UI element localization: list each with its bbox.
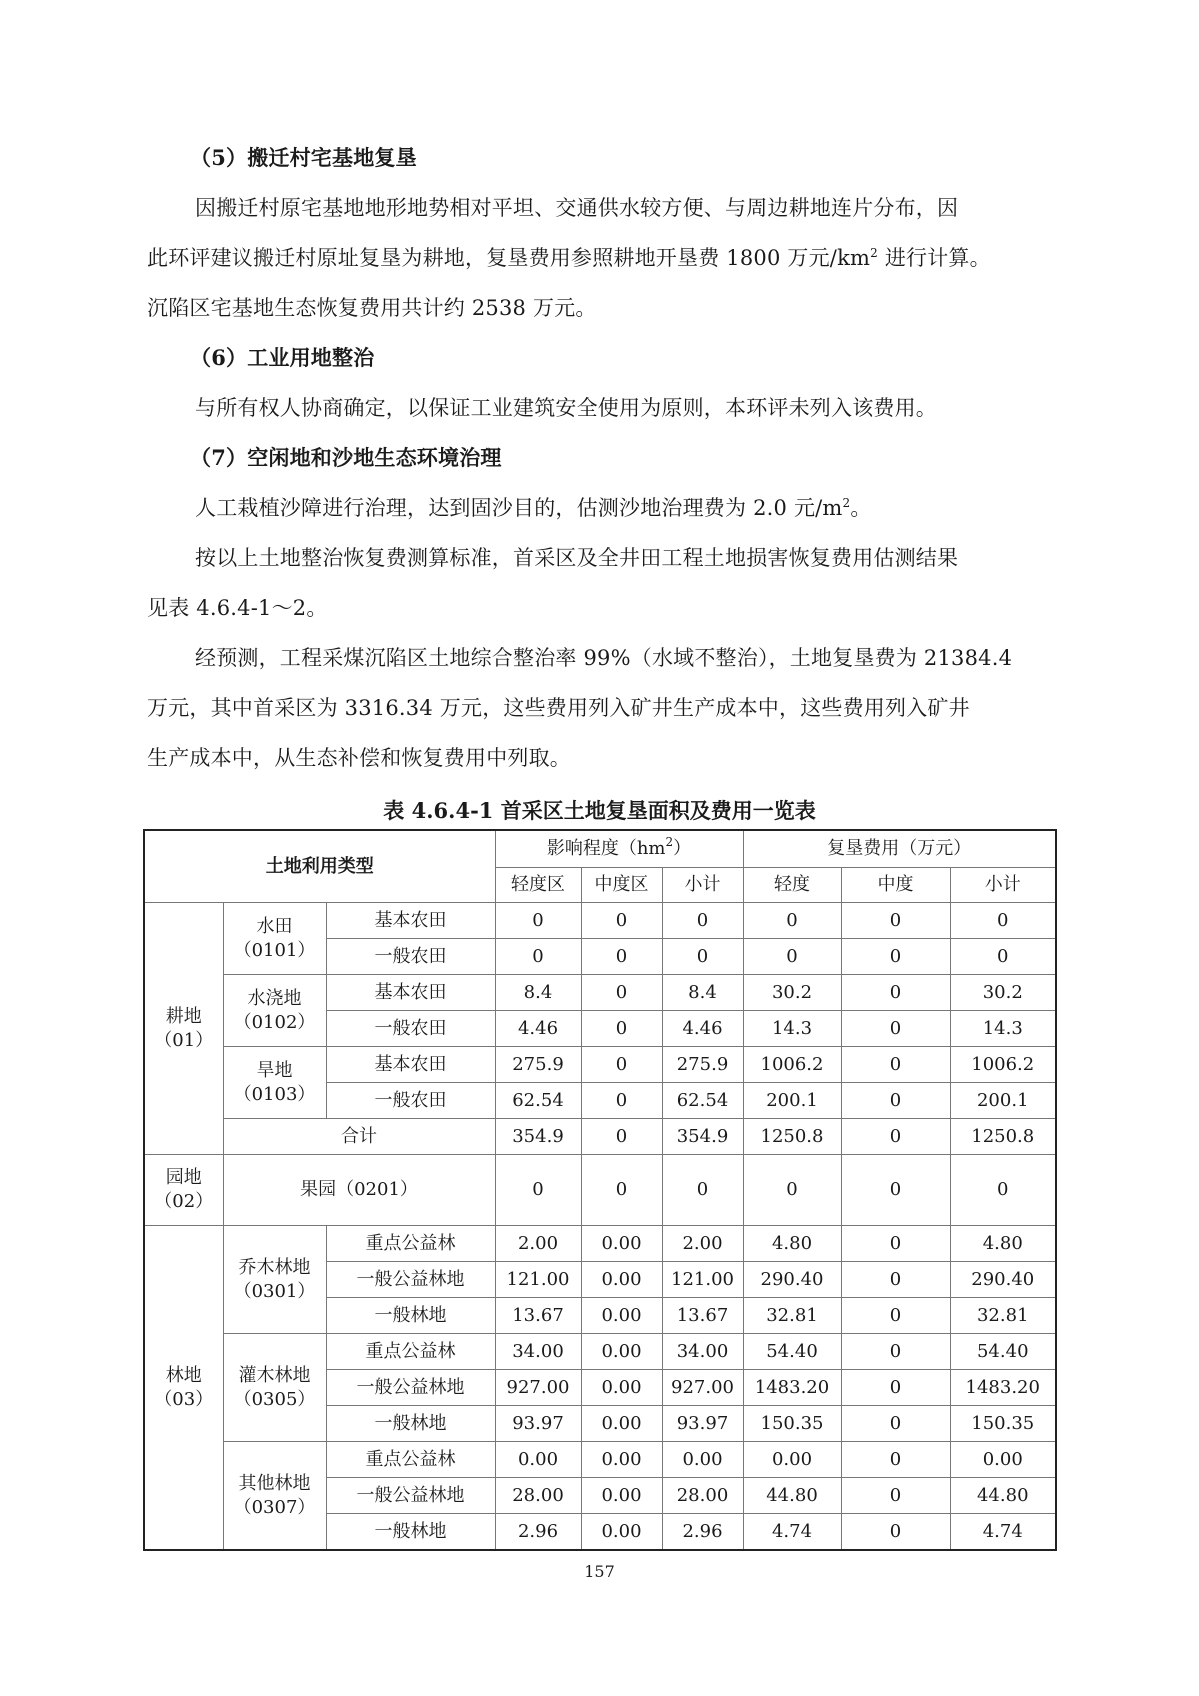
row-label-cell: 基本农田 [326,1047,495,1083]
value-cell: 0 [495,1155,581,1226]
value-cell: 13.67 [495,1298,581,1334]
table-row [144,1334,1056,1370]
value-cell: 121.00 [662,1262,743,1298]
value-cell: 0 [841,1334,950,1370]
paragraph-line: 生产成本中，从生态补偿和恢复费用中列取。 [147,746,571,770]
row-label-cell: 基本农田 [326,975,495,1011]
value-cell: 4.46 [495,1011,581,1047]
table-row [144,1119,1056,1155]
value-cell: 354.9 [662,1119,743,1155]
value-cell: 0 [841,1119,950,1155]
value-cell: 0 [581,939,662,975]
value-cell: 0.00 [581,1514,662,1551]
paragraph-line: 与所有权人协商确定，以保证工业建筑安全使用为原则，本环评未列入该费用。 [195,396,937,420]
row-label-cell: 一般公益林地 [326,1478,495,1514]
header-cost-group: 复垦费用（万元） [743,830,1056,868]
value-cell: 0 [841,1155,950,1226]
text-fragment: 此环评建议搬迁村原址复垦为耕地，复垦费用参照耕地开垦费 1800 万元/km [147,246,871,270]
value-cell: 44.80 [950,1478,1056,1514]
value-cell: 0 [662,903,743,939]
row-label-cell: 合计 [223,1119,495,1155]
header-impact-group [495,830,743,868]
value-cell: 200.1 [950,1083,1056,1119]
value-cell: 0 [841,1262,950,1298]
value-cell: 0 [743,903,841,939]
paragraph-line: 经预测，工程采煤沉陷区土地综合整治率 99%（水域不整治），土地复垦费为 21384.4 [195,646,1013,670]
paragraph-line: 沉陷区宅基地生态恢复费用共计约 2538 万元。 [147,296,597,320]
value-cell: 62.54 [662,1083,743,1119]
superscript: 2 [870,246,878,260]
row-label-cell: 一般林地 [326,1298,495,1334]
value-cell: 0 [662,939,743,975]
value-cell: 54.40 [950,1334,1056,1370]
table-row [144,975,1056,1011]
value-cell: 2.00 [495,1226,581,1262]
value-cell: 0 [841,1011,950,1047]
value-cell: 28.00 [662,1478,743,1514]
text-fragment: 。 [850,496,872,520]
table-row [144,1047,1056,1083]
value-cell: 34.00 [662,1334,743,1370]
group-cell: 林地（03） [144,1226,223,1551]
row-label-cell: 重点公益林 [326,1442,495,1478]
value-cell: 0 [841,975,950,1011]
subgroup-cell: 灌木林地（0305） [223,1334,326,1442]
group-cell: 园地（02） [144,1155,223,1226]
value-cell: 0 [581,903,662,939]
value-cell: 200.1 [743,1083,841,1119]
superscript: 2 [842,496,851,510]
value-cell: 927.00 [495,1370,581,1406]
value-cell: 62.54 [495,1083,581,1119]
value-cell: 0.00 [662,1442,743,1478]
value-cell: 290.40 [743,1262,841,1298]
value-cell: 0 [841,939,950,975]
value-cell: 34.00 [495,1334,581,1370]
value-cell: 8.4 [495,975,581,1011]
value-cell: 0.00 [581,1298,662,1334]
value-cell: 4.74 [950,1514,1056,1551]
table-row [144,1226,1056,1262]
value-cell: 0 [841,1083,950,1119]
row-label-cell: 一般农田 [326,1011,495,1047]
value-cell: 0 [495,939,581,975]
value-cell: 1250.8 [743,1119,841,1155]
value-cell: 28.00 [495,1478,581,1514]
header-cell: 小计 [662,868,743,903]
paragraph-line: 万元，其中首采区为 3316.34 万元，这些费用列入矿井生产成本中，这些费用列入矿井 [147,696,970,720]
table-row [144,903,1056,939]
page-number: 157 [584,1562,615,1581]
subgroup-cell: 旱地（0103） [223,1047,326,1119]
value-cell: 4.80 [743,1226,841,1262]
row-label-cell: 果园（0201） [223,1155,495,1226]
value-cell: 1006.2 [950,1047,1056,1083]
value-cell: 0 [581,1047,662,1083]
header-land-type: 土地利用类型 [144,830,495,903]
value-cell: 0 [950,903,1056,939]
value-cell: 1483.20 [950,1370,1056,1406]
value-cell: 150.35 [743,1406,841,1442]
value-cell: 0 [950,1155,1056,1226]
paragraph-line [147,243,1062,273]
value-cell: 354.9 [495,1119,581,1155]
value-cell: 0.00 [581,1442,662,1478]
value-cell: 0 [841,1442,950,1478]
value-cell: 4.74 [743,1514,841,1551]
value-cell: 0 [495,903,581,939]
value-cell: 0 [841,1226,950,1262]
value-cell: 275.9 [495,1047,581,1083]
table-header-row [144,830,1056,868]
value-cell: 1483.20 [743,1370,841,1406]
value-cell: 0.00 [581,1370,662,1406]
value-cell: 0 [841,1514,950,1551]
value-cell: 0 [950,939,1056,975]
value-cell: 0.00 [743,1442,841,1478]
row-label-cell: 一般农田 [326,1083,495,1119]
value-cell: 54.40 [743,1334,841,1370]
subgroup-cell: 水田（0101） [223,903,326,975]
table-row [144,1442,1056,1478]
value-cell: 4.80 [950,1226,1056,1262]
paragraph-line: 见表 4.6.4-1～2。 [147,596,328,620]
value-cell: 30.2 [950,975,1056,1011]
value-cell: 0 [581,1083,662,1119]
header-cell: 中度 [841,868,950,903]
paragraph-line: 按以上土地整治恢复费测算标准，首采区及全井田工程土地损害恢复费用估测结果 [195,546,959,570]
subgroup-cell: 其他林地（0307） [223,1442,326,1551]
value-cell: 14.3 [743,1011,841,1047]
value-cell: 0.00 [581,1262,662,1298]
header-cell: 小计 [950,868,1056,903]
row-label-cell: 一般公益林地 [326,1262,495,1298]
header-cell: 轻度区 [495,868,581,903]
value-cell: 2.00 [662,1226,743,1262]
value-cell: 13.67 [662,1298,743,1334]
value-cell: 93.97 [662,1406,743,1442]
value-cell: 93.97 [495,1406,581,1442]
header-cell: 轻度 [743,868,841,903]
text-fragment: 人工栽植沙障进行治理，达到固沙目的，估测沙地治理费为 2.0 元/m [195,496,843,520]
value-cell: 0 [841,903,950,939]
value-cell: 0.00 [581,1478,662,1514]
value-cell: 0 [841,1298,950,1334]
text-fragment: 影响程度（hm [546,838,666,859]
subgroup-cell: 水浇地（0102） [223,975,326,1047]
value-cell: 4.46 [662,1011,743,1047]
value-cell: 32.81 [743,1298,841,1334]
section-heading-7: （7）空闲地和沙地生态环境治理 [190,445,502,470]
table-row [144,1155,1056,1226]
row-label-cell: 重点公益林 [326,1226,495,1262]
value-cell: 275.9 [662,1047,743,1083]
value-cell: 0.00 [581,1226,662,1262]
land-reclamation-table [143,829,1057,1551]
row-label-cell: 一般林地 [326,1406,495,1442]
value-cell: 0.00 [581,1334,662,1370]
group-cell: 耕地（01） [144,903,223,1155]
value-cell: 0 [581,1119,662,1155]
value-cell: 0 [841,1478,950,1514]
row-label-cell: 重点公益林 [326,1334,495,1370]
value-cell: 2.96 [662,1514,743,1551]
row-label-cell: 基本农田 [326,903,495,939]
superscript: 2 [665,835,674,849]
section-heading-5: （5）搬迁村宅基地复垦 [190,145,417,170]
value-cell: 8.4 [662,975,743,1011]
value-cell: 290.40 [950,1262,1056,1298]
row-label-cell: 一般林地 [326,1514,495,1551]
value-cell: 927.00 [662,1370,743,1406]
value-cell: 0 [662,1155,743,1226]
row-label-cell: 一般公益林地 [326,1370,495,1406]
value-cell: 2.96 [495,1514,581,1551]
value-cell: 44.80 [743,1478,841,1514]
value-cell: 14.3 [950,1011,1056,1047]
value-cell: 0 [743,1155,841,1226]
value-cell: 0 [581,1155,662,1226]
value-cell: 121.00 [495,1262,581,1298]
value-cell: 150.35 [950,1406,1056,1442]
value-cell: 1250.8 [950,1119,1056,1155]
value-cell: 0 [743,939,841,975]
row-label-cell: 一般农田 [326,939,495,975]
paragraph-line [195,493,1110,523]
text-fragment: ） [673,838,692,859]
table-caption: 表 4.6.4-1 首采区土地复垦面积及费用一览表 [383,798,816,823]
section-heading-6: （6）工业用地整治 [190,345,375,370]
header-cell: 中度区 [581,868,662,903]
value-cell: 1006.2 [743,1047,841,1083]
value-cell: 0.00 [950,1442,1056,1478]
value-cell: 0 [841,1047,950,1083]
value-cell: 0.00 [495,1442,581,1478]
value-cell: 0 [581,1011,662,1047]
value-cell: 30.2 [743,975,841,1011]
value-cell: 0 [581,975,662,1011]
subgroup-cell: 乔木林地（0301） [223,1226,326,1334]
value-cell: 32.81 [950,1298,1056,1334]
value-cell: 0.00 [581,1406,662,1442]
value-cell: 0 [841,1406,950,1442]
paragraph-line: 因搬迁村原宅基地地形地势相对平坦、交通供水较方便、与周边耕地连片分布，因 [195,196,959,220]
text-fragment: 进行计算。 [877,246,991,270]
value-cell: 0 [841,1370,950,1406]
